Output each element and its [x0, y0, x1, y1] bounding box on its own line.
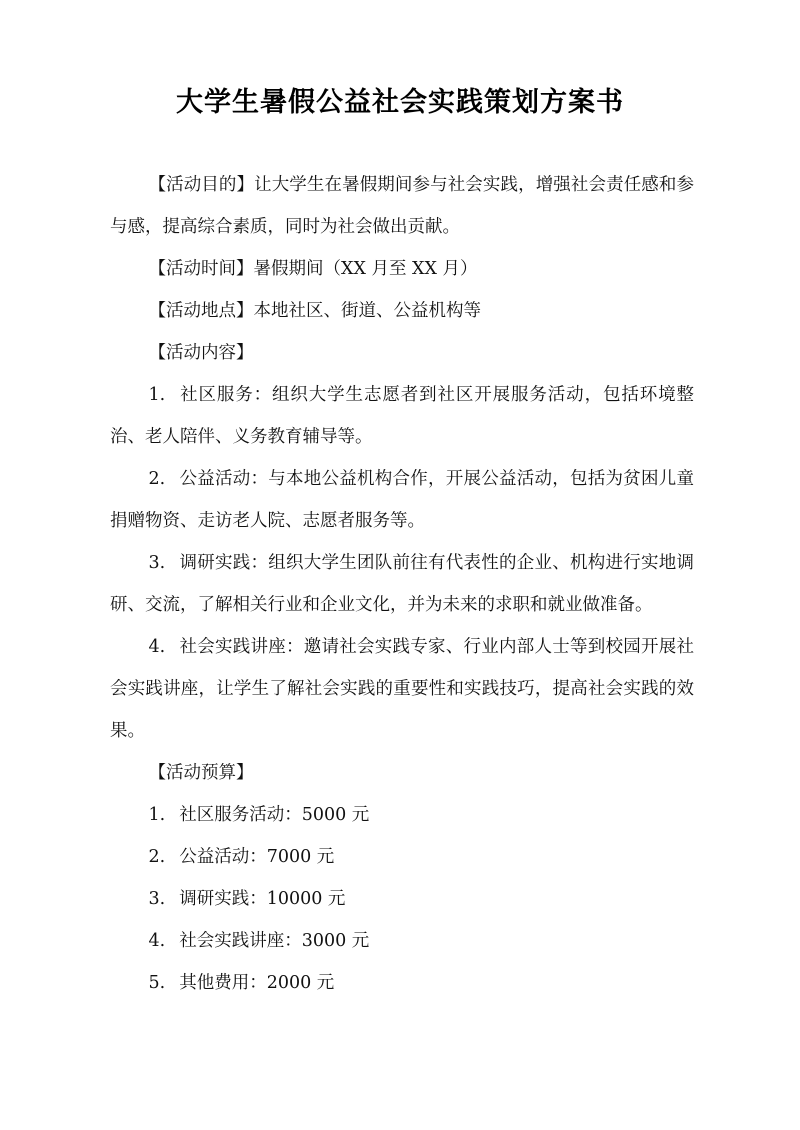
content-item-text: 公益活动：与本地公益机构合作，开展公益活动，包括为贫困儿童捐赠物资、走访老人院、志愿者服务等。 [110, 469, 694, 531]
activity-location: 【活动地点】本地社区、街道、公益机构等 [148, 301, 481, 321]
budget-item [110, 794, 694, 836]
content-item [110, 458, 694, 542]
budget-item-text: 社会实践讲座：3000 元 [179, 931, 370, 951]
document-body [110, 164, 694, 1004]
activity-budget-heading: 【活动预算】 [148, 763, 254, 783]
document-title: 大学生暑假公益社会实践策划方案书 [176, 87, 624, 118]
budget-item-text: 社区服务活动：5000 元 [179, 805, 370, 825]
budget-item-number: 2. [148, 847, 166, 867]
content-item-number: 2. [148, 469, 166, 489]
budget-item [110, 920, 694, 962]
content-item-number: 3. [148, 553, 166, 573]
budget-item-text: 其他费用：2000 元 [179, 973, 335, 993]
activity-content-heading: 【活动内容】 [148, 343, 254, 363]
budget-item-number: 4. [148, 931, 166, 951]
budget-item [110, 836, 694, 878]
content-item-text: 调研实践：组织大学生团队前往有代表性的企业、机构进行实地调研、交流，了解相关行业和企业文化，并为未来的求职和就业做准备。 [110, 553, 694, 615]
content-item-number: 1. [148, 385, 166, 405]
content-item-number: 4. [148, 637, 166, 657]
budget-item-text: 调研实践：10000 元 [179, 889, 346, 909]
content-item [110, 542, 694, 626]
budget-item [110, 878, 694, 920]
content-item [110, 374, 694, 458]
budget-item-number: 5. [148, 973, 166, 993]
activity-time: 【活动时间】暑假期间（XX 月至 XX 月） [148, 259, 478, 279]
content-item-text: 社区服务：组织大学生志愿者到社区开展服务活动，包括环境整治、老人陪伴、义务教育辅导等。 [110, 385, 694, 447]
budget-item-text: 公益活动：7000 元 [179, 847, 335, 867]
content-item-text: 社会实践讲座：邀请社会实践专家、行业内部人士等到校园开展社会实践讲座，让学生了解社会实践的重要性和实践技巧，提高社会实践的效果。 [110, 637, 694, 741]
budget-item-number: 1. [148, 805, 166, 825]
content-item [110, 626, 694, 752]
budget-item [110, 962, 694, 1004]
activity-purpose: 【活动目的】让大学生在暑假期间参与社会实践，增强社会责任感和参与感，提高综合素质，同时为社会做出贡献。 [110, 175, 694, 237]
budget-item-number: 3. [148, 889, 166, 909]
